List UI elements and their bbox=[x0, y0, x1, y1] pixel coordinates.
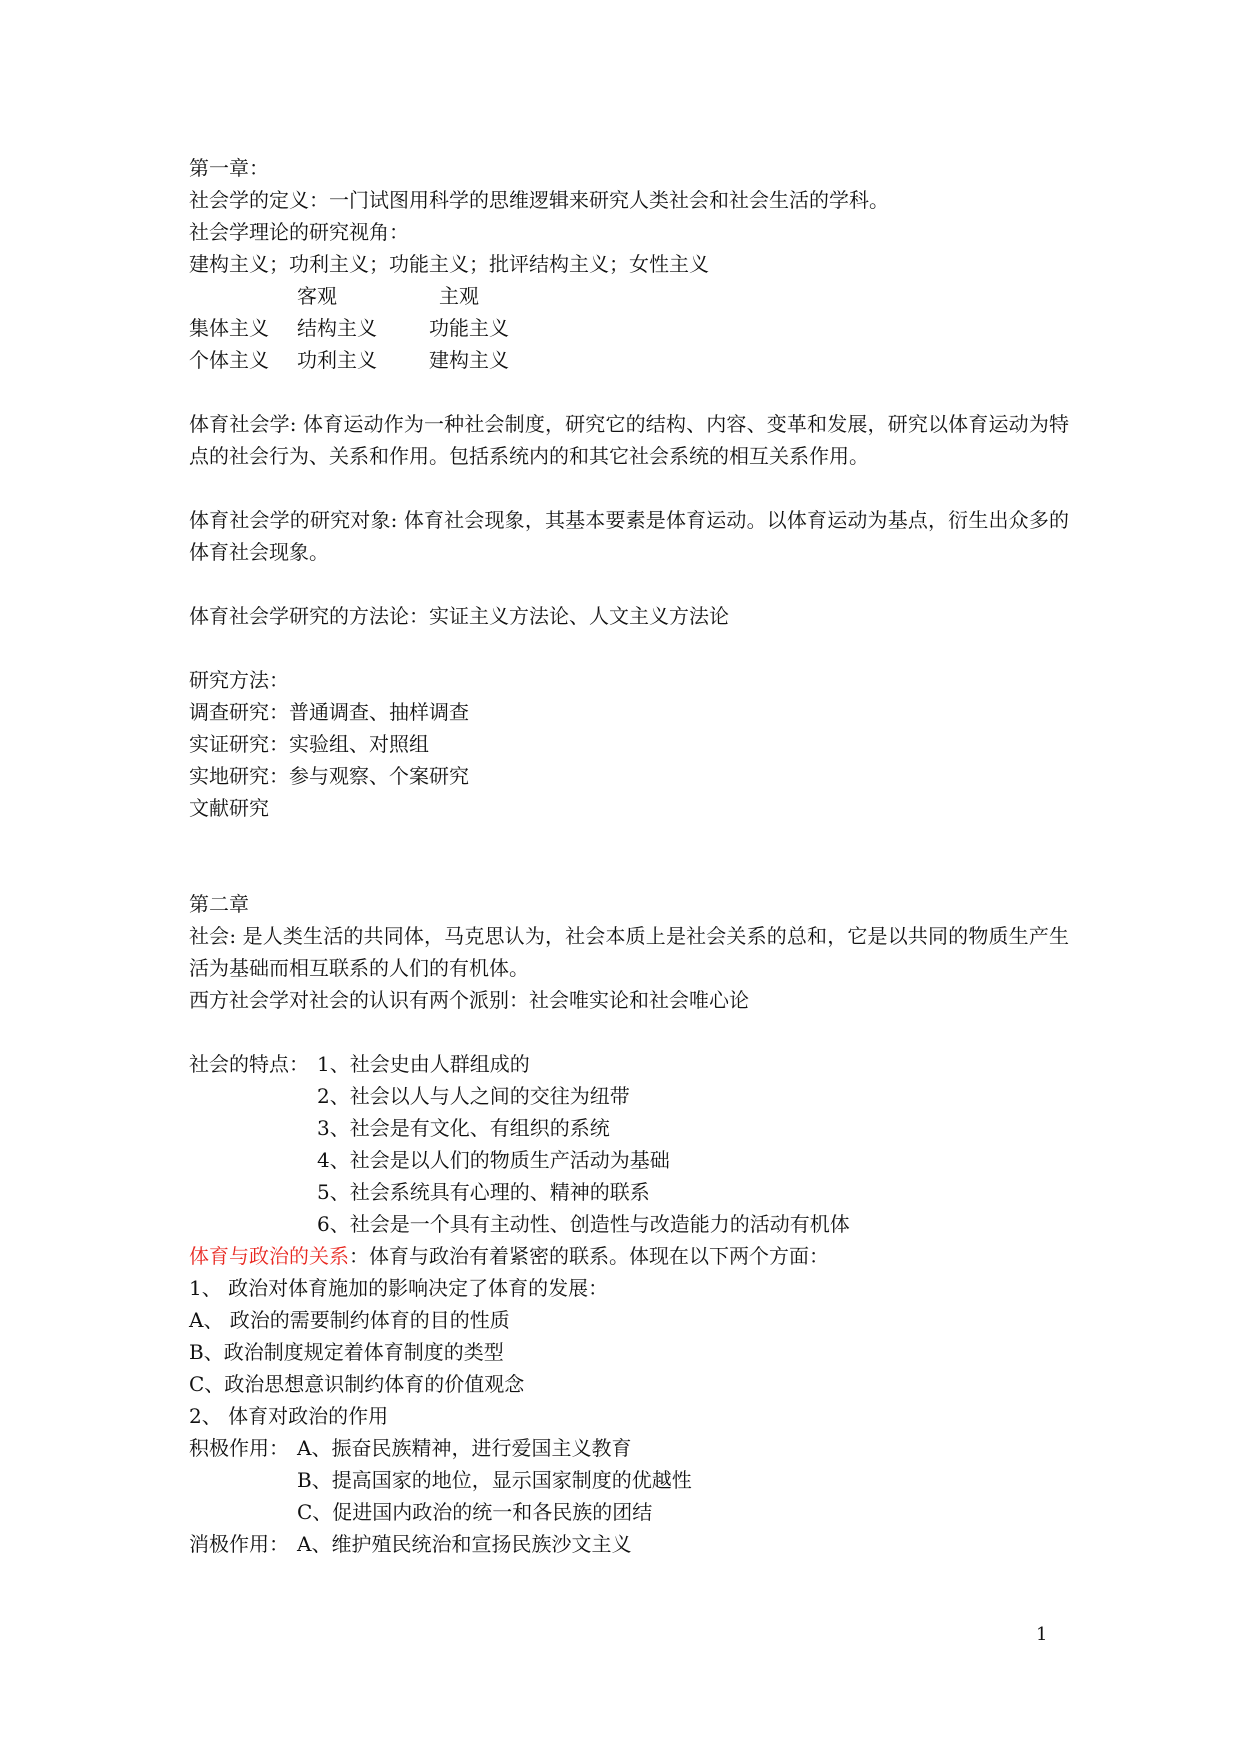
feature-item: 6、社会是一个具有主动性、创造性与改造能力的活动有机体 bbox=[317, 1212, 850, 1236]
perspective-table-row bbox=[189, 312, 1069, 344]
method-item: 调查研究：普通调查、抽样调查 bbox=[189, 700, 469, 724]
politics-item: C、政治思想意识制约体育的价值观念 bbox=[189, 1372, 525, 1396]
spacer bbox=[189, 632, 1069, 664]
politics-relation bbox=[189, 1240, 1069, 1272]
sports-sociology-definition: 体育社会学: 体育运动作为一种社会制度，研究它的结构、内容、变革和发展，研究以体育运动为特点的社会行为、关系和作用。包括系统内的和其它社会系统的相互关系作用。 bbox=[189, 412, 1069, 468]
table-row-label: 个体主义 bbox=[189, 348, 269, 372]
method-item: 实证研究：实验组、对照组 bbox=[189, 732, 429, 756]
document-body bbox=[189, 152, 1069, 1560]
chapter2-title: 第二章 bbox=[189, 892, 249, 916]
method-item: 文献研究 bbox=[189, 796, 269, 820]
table-cell: 功能主义 bbox=[429, 316, 509, 340]
table-row-label: 集体主义 bbox=[189, 316, 269, 340]
table-cell: 建构主义 bbox=[429, 348, 509, 372]
politics-item: B、政治制度规定着体育制度的类型 bbox=[189, 1340, 504, 1364]
feature-item: 4、社会是以人们的物质生产活动为基础 bbox=[317, 1148, 670, 1172]
feature-item bbox=[189, 1048, 1069, 1080]
spacer bbox=[189, 376, 1069, 408]
spacer bbox=[189, 824, 1069, 888]
methods-heading: 研究方法： bbox=[189, 668, 289, 692]
negative-label: 消极作用： bbox=[189, 1532, 289, 1556]
table-col-subjective: 主观 bbox=[439, 284, 479, 308]
perspective-table-row bbox=[189, 344, 1069, 376]
methodology: 体育社会学研究的方法论：实证主义方法论、人文主义方法论 bbox=[189, 604, 729, 628]
features-label: 社会的特点： bbox=[189, 1052, 309, 1076]
feature-item: 5、社会系统具有心理的、精神的联系 bbox=[317, 1180, 650, 1204]
method-item: 实地研究：参与观察、个案研究 bbox=[189, 764, 469, 788]
politics-highlight: 体育与政治的关系 bbox=[189, 1244, 349, 1268]
negative-text: A、维护殖民统治和宣扬民族沙文主义 bbox=[297, 1532, 632, 1556]
politics-item: A、 政治的需要制约体育的目的性质 bbox=[189, 1308, 510, 1332]
society-definition: 社会: 是人类生活的共同体，马克思认为，社会本质上是社会关系的总和，它是以共同的物质生产生活为基础而相互联系的人们的有机体。 bbox=[189, 924, 1069, 980]
perspectives-heading: 社会学理论的研究视角： bbox=[189, 220, 409, 244]
positive-label: 积极作用： bbox=[189, 1436, 289, 1460]
page-number: 1 bbox=[1036, 1624, 1048, 1645]
western-view: 西方社会学对社会的认识有两个派别：社会唯实论和社会唯心论 bbox=[189, 988, 749, 1012]
spacer bbox=[189, 1016, 1069, 1048]
positive-effect-item: B、提高国家的地位，显示国家制度的优越性 bbox=[297, 1468, 692, 1492]
negative-effect-item bbox=[189, 1528, 1069, 1560]
chapter1-title: 第一章： bbox=[189, 156, 269, 180]
politics-item: 2、 体育对政治的作用 bbox=[189, 1404, 389, 1428]
feature-item: 3、社会是有文化、有组织的系统 bbox=[317, 1116, 610, 1140]
sociology-definition: 社会学的定义：一门试图用科学的思维逻辑来研究人类社会和社会生活的学科。 bbox=[189, 188, 889, 212]
positive-text: A、振奋民族精神，进行爱国主义教育 bbox=[297, 1436, 632, 1460]
feature-item: 2、社会以人与人之间的交往为纽带 bbox=[317, 1084, 630, 1108]
positive-effect-item bbox=[189, 1432, 1069, 1464]
table-col-objective: 客观 bbox=[297, 284, 337, 308]
positive-effect-item: C、促进国内政治的统一和各民族的团结 bbox=[297, 1500, 653, 1524]
spacer bbox=[189, 568, 1069, 600]
politics-rest: ：体育与政治有着紧密的联系。体现在以下两个方面： bbox=[349, 1244, 829, 1268]
table-cell: 结构主义 bbox=[297, 316, 377, 340]
perspective-table-header bbox=[189, 280, 1069, 312]
politics-item: 1、 政治对体育施加的影响决定了体育的发展： bbox=[189, 1276, 609, 1300]
table-cell: 功利主义 bbox=[297, 348, 377, 372]
perspectives-list: 建构主义；功利主义；功能主义；批评结构主义；女性主义 bbox=[189, 252, 709, 276]
feature-text: 1、社会史由人群组成的 bbox=[317, 1052, 530, 1076]
spacer bbox=[189, 472, 1069, 504]
research-object: 体育社会学的研究对象: 体育社会现象，其基本要素是体育运动。以体育运动为基点，衍生出众多的体育社会现象。 bbox=[189, 508, 1069, 564]
